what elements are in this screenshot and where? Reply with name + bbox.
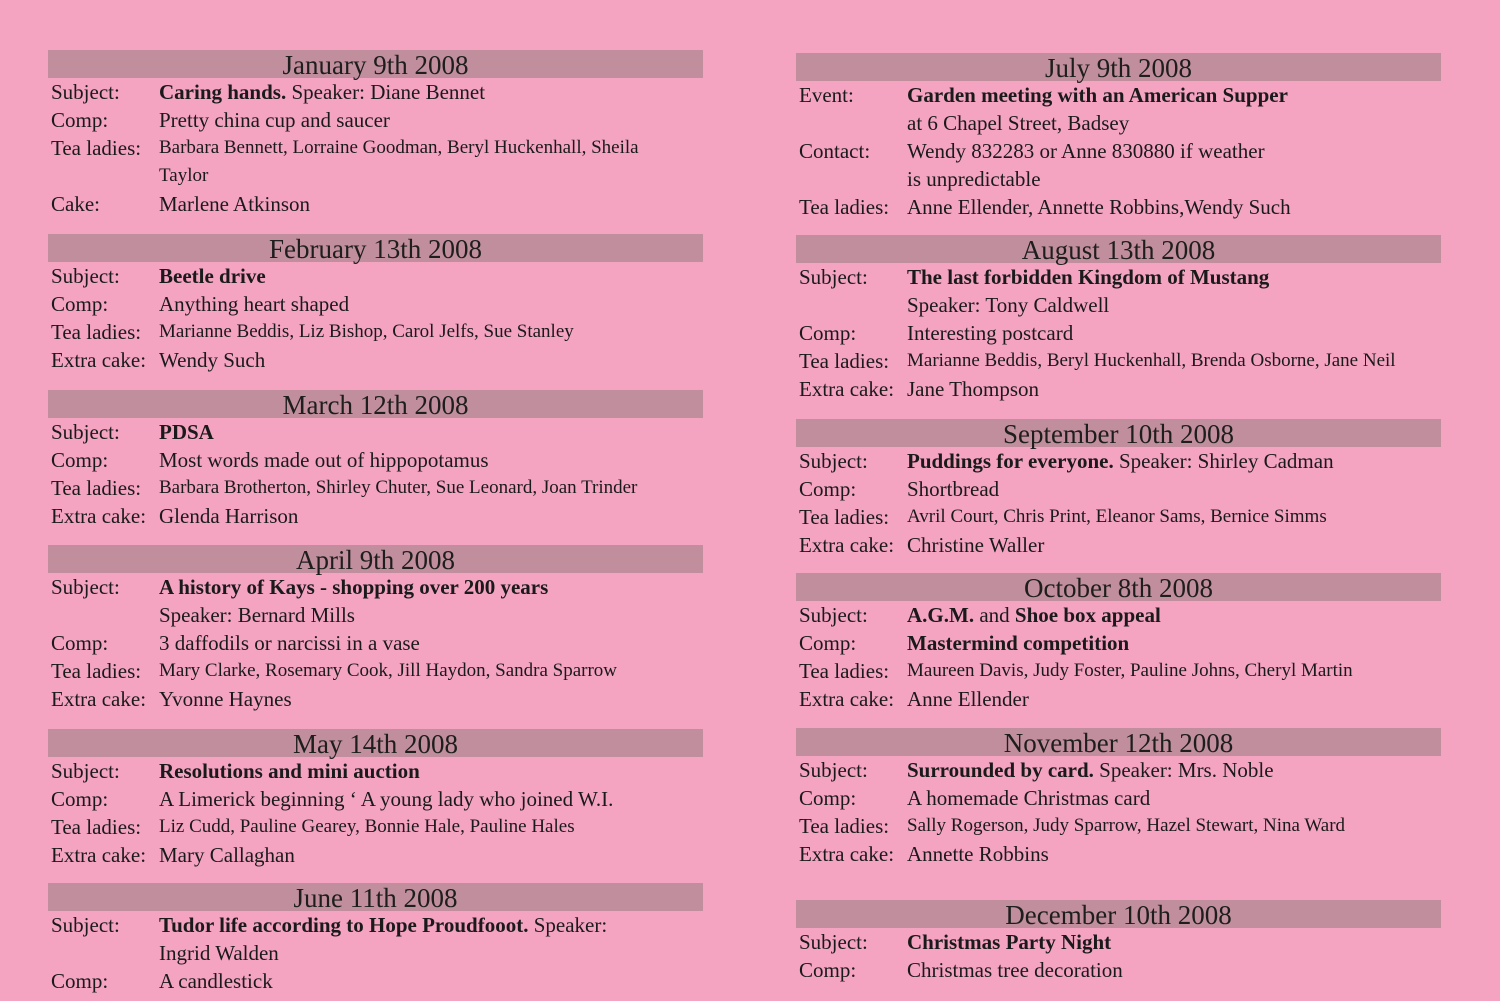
month-heading: February 13th 2008 — [48, 234, 703, 262]
row-value: Mastermind competition — [907, 631, 1130, 655]
detail-row — [48, 474, 703, 502]
row-label: Comp: — [51, 969, 109, 993]
row-value: Jane Thompson — [907, 377, 1040, 401]
row-label: Tea ladies: — [51, 659, 142, 683]
month-section — [796, 900, 1441, 984]
row-label: Extra cake: — [51, 843, 147, 867]
month-heading: July 9th 2008 — [796, 53, 1441, 81]
row-label: Extra cake: — [51, 687, 147, 711]
detail-row — [796, 291, 1441, 319]
detail-row — [796, 928, 1441, 956]
detail-row — [796, 109, 1441, 137]
detail-row — [796, 193, 1441, 221]
month-section — [796, 573, 1441, 713]
row-value: Christmas Party Night — [907, 930, 1112, 954]
row-label: Comp: — [799, 786, 857, 810]
detail-row — [48, 685, 703, 713]
row-label: Comp: — [799, 631, 857, 655]
row-value: Resolutions and mini auction — [159, 759, 420, 783]
row-label: Extra cake: — [799, 533, 895, 557]
row-value: Annette Robbins — [907, 842, 1049, 866]
detail-row — [796, 475, 1441, 503]
row-value: A history of Kays - shopping over 200 years — [159, 575, 549, 599]
row-value: Marianne Beddis, Liz Bishop, Carol Jelfs, Sue Stanley — [159, 321, 574, 342]
detail-row — [48, 262, 703, 290]
row-label: Comp: — [51, 631, 109, 655]
month-heading: October 8th 2008 — [796, 573, 1441, 601]
month-heading: June 11th 2008 — [48, 883, 703, 911]
detail-row — [48, 346, 703, 374]
month-heading: April 9th 2008 — [48, 545, 703, 573]
row-value: Yvonne Haynes — [159, 687, 292, 711]
row-value: 3 daffodils or narcissi in a vase — [159, 631, 420, 655]
row-value: Surrounded by card. Speaker: Mrs. Noble — [907, 758, 1274, 782]
month-section — [796, 728, 1441, 868]
detail-row — [796, 756, 1441, 784]
row-value: Christine Waller — [907, 533, 1045, 557]
month-heading: August 13th 2008 — [796, 235, 1441, 263]
row-label: Cake: — [51, 192, 100, 216]
row-value: Marlene Atkinson — [159, 192, 311, 216]
detail-row — [48, 190, 703, 218]
detail-row — [48, 290, 703, 318]
month-section — [48, 729, 703, 869]
row-value: Anne Ellender — [907, 687, 1029, 711]
detail-row — [796, 629, 1441, 657]
row-label: Comp: — [799, 958, 857, 982]
row-label: Tea ladies: — [799, 659, 890, 683]
row-value: Mary Clarke, Rosemary Cook, Jill Haydon, Sandra Sparrow — [159, 660, 618, 681]
month-heading: November 12th 2008 — [796, 728, 1441, 756]
row-value: Liz Cudd, Pauline Gearey, Bonnie Hale, Pauline Hales — [159, 816, 575, 837]
month-heading: December 10th 2008 — [796, 900, 1441, 928]
row-label: Tea ladies: — [799, 195, 890, 219]
detail-row — [796, 657, 1441, 685]
detail-row — [796, 784, 1441, 812]
row-value: Taylor — [159, 165, 209, 186]
detail-row — [48, 106, 703, 134]
row-value: A Limerick beginning ‘ A young lady who joined W.I. — [159, 787, 614, 811]
row-value: Puddings for everyone. Speaker: Shirley Cadman — [907, 449, 1334, 473]
row-value: Wendy Such — [159, 348, 266, 372]
row-value: Marianne Beddis, Beryl Huckenhall, Brenda Osborne, Jane Neil — [907, 350, 1396, 371]
detail-row — [796, 503, 1441, 531]
row-value: Mary Callaghan — [159, 843, 295, 867]
detail-row — [796, 81, 1441, 109]
row-label: Subject: — [51, 420, 120, 444]
row-value: The last forbidden Kingdom of Mustang — [907, 265, 1270, 289]
row-label: Subject: — [51, 759, 120, 783]
detail-row — [48, 418, 703, 446]
month-section — [48, 234, 703, 374]
row-value: Maureen Davis, Judy Foster, Pauline Johns, Cheryl Martin — [907, 660, 1353, 681]
row-label: Tea ladies: — [51, 476, 142, 500]
month-heading: May 14th 2008 — [48, 729, 703, 757]
row-value: Wendy 832283 or Anne 830880 if weather — [907, 139, 1265, 163]
row-value: Avril Court, Chris Print, Eleanor Sams, Bernice Simms — [907, 506, 1327, 527]
row-value: Christmas tree decoration — [907, 958, 1123, 982]
month-section — [796, 53, 1441, 221]
row-value: Interesting postcard — [907, 321, 1074, 345]
row-value: at 6 Chapel Street, Badsey — [907, 111, 1130, 135]
row-label: Comp: — [51, 108, 109, 132]
row-label: Extra cake: — [51, 348, 147, 372]
month-section — [48, 545, 703, 713]
row-value: Tudor life according to Hope Proudfooot. Speaker: — [159, 913, 608, 937]
row-label: Subject: — [799, 265, 868, 289]
detail-row — [796, 137, 1441, 165]
detail-row — [48, 813, 703, 841]
row-value: Garden meeting with an American Supper — [907, 83, 1288, 107]
detail-row — [48, 657, 703, 685]
row-label: Extra cake: — [51, 504, 147, 528]
row-value: Ingrid Walden — [159, 941, 279, 965]
row-value: Sally Rogerson, Judy Sparrow, Hazel Stewart, Nina Ward — [907, 815, 1346, 836]
row-label: Tea ladies: — [51, 320, 142, 344]
detail-row — [48, 502, 703, 530]
detail-row — [796, 447, 1441, 475]
row-label: Extra cake: — [799, 687, 895, 711]
detail-row — [48, 785, 703, 813]
month-section — [796, 235, 1441, 403]
row-label: Subject: — [51, 575, 120, 599]
row-label: Extra cake: — [799, 377, 895, 401]
detail-row — [796, 319, 1441, 347]
row-label: Contact: — [799, 139, 871, 163]
month-section — [48, 50, 703, 218]
detail-row — [796, 812, 1441, 840]
month-heading: January 9th 2008 — [48, 50, 703, 78]
row-label: Subject: — [799, 758, 868, 782]
row-label: Tea ladies: — [51, 136, 142, 160]
row-label: Comp: — [51, 292, 109, 316]
detail-row — [48, 78, 703, 106]
detail-row — [48, 757, 703, 785]
row-value: Pretty china cup and saucer — [159, 108, 390, 132]
row-value: Speaker: Tony Caldwell — [907, 293, 1110, 317]
row-value: Anne Ellender, Annette Robbins,Wendy Such — [907, 195, 1291, 219]
row-value: Caring hands. Speaker: Diane Bennet — [159, 80, 486, 104]
row-label: Subject: — [799, 603, 868, 627]
detail-row — [796, 375, 1441, 403]
detail-row — [48, 911, 703, 939]
row-value: Speaker: Bernard Mills — [159, 603, 355, 627]
row-value: Barbara Brotherton, Shirley Chuter, Sue Leonard, Joan Trinder — [159, 477, 638, 498]
detail-row — [796, 263, 1441, 291]
detail-row — [48, 967, 703, 995]
row-value: Anything heart shaped — [159, 292, 350, 316]
row-label: Subject: — [51, 80, 120, 104]
detail-row — [48, 939, 703, 967]
row-value: A candlestick — [159, 969, 273, 993]
month-section — [48, 390, 703, 530]
row-label: Comp: — [51, 448, 109, 472]
row-value: A homemade Christmas card — [907, 786, 1151, 810]
row-label: Tea ladies: — [799, 505, 890, 529]
detail-row — [796, 840, 1441, 868]
row-label: Subject: — [51, 913, 120, 937]
row-label: Subject: — [799, 449, 868, 473]
detail-row — [796, 347, 1441, 375]
detail-row — [48, 446, 703, 474]
row-label: Tea ladies: — [799, 349, 890, 373]
month-section — [48, 883, 703, 995]
row-value: A.G.M. and Shoe box appeal — [907, 603, 1161, 627]
row-label: Tea ladies: — [51, 815, 142, 839]
row-label: Comp: — [799, 477, 857, 501]
row-value: PDSA — [159, 420, 214, 444]
row-value: is unpredictable — [907, 167, 1041, 191]
detail-row — [796, 685, 1441, 713]
row-label: Comp: — [51, 787, 109, 811]
detail-row — [48, 162, 703, 190]
month-heading: September 10th 2008 — [796, 419, 1441, 447]
row-value: Glenda Harrison — [159, 504, 299, 528]
detail-row — [48, 629, 703, 657]
row-value: Barbara Bennett, Lorraine Goodman, Beryl Huckenhall, Sheila — [159, 137, 639, 158]
row-label: Extra cake: — [799, 842, 895, 866]
month-section — [796, 419, 1441, 559]
row-value: Beetle drive — [159, 264, 266, 288]
row-value: Most words made out of hippopotamus — [159, 448, 489, 472]
row-label: Tea ladies: — [799, 814, 890, 838]
detail-row — [796, 601, 1441, 629]
detail-row — [48, 318, 703, 346]
row-label: Subject: — [799, 930, 868, 954]
detail-row — [796, 531, 1441, 559]
row-label: Comp: — [799, 321, 857, 345]
row-value: Shortbread — [907, 477, 1000, 501]
detail-row — [796, 165, 1441, 193]
detail-row — [48, 573, 703, 601]
detail-row — [48, 601, 703, 629]
month-heading: March 12th 2008 — [48, 390, 703, 418]
detail-row — [796, 956, 1441, 984]
detail-row — [48, 841, 703, 869]
row-label: Subject: — [51, 264, 120, 288]
row-label: Event: — [799, 83, 854, 107]
detail-row — [48, 134, 703, 162]
